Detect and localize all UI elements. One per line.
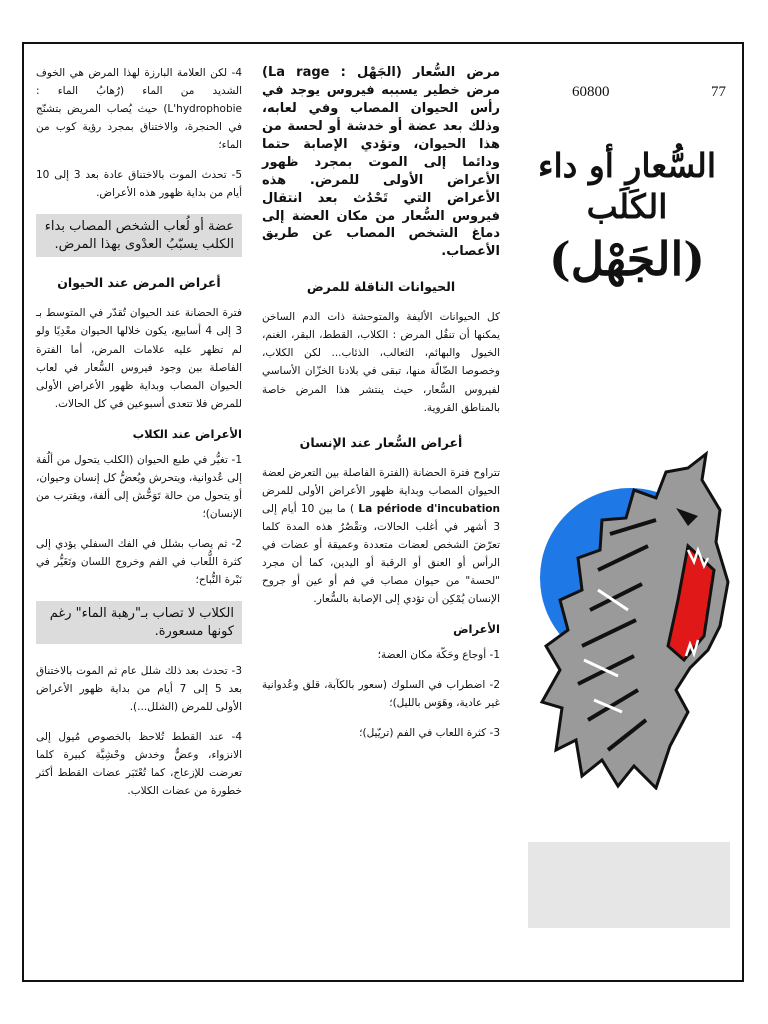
transmitting-animals-heading: الحيوانات الناقلة للمرض xyxy=(306,279,456,295)
symptoms-heading: الأعراض xyxy=(453,621,500,636)
title-line-2: (الجَهْل) xyxy=(548,231,706,286)
human-symptom-2: 2- اضطراب في السلوك (سعور بالكآبة، قلق وعُدوانية غير عادية، وهَوَس بالليل)؛ xyxy=(262,679,500,710)
intro-paragraph: مرض السُّعار (الجَهْل : La rage) مرض خطير يسببه فيروس يوجد في رأس الحيوان المصاب وفي لعابه، وذلك بعد عضة أو خدشة أو لحسة من هذا الحيوان، وتؤدي الإصابة حتما ودائما إلى الموت بمجرد ظهور الأعراض الأولى للمرض. هذه الأعراض التي تَحْدُث بعد انتقال فيروس السُّعار من مكان العضة إلى دماغ الشخص المصاب عن طريق الأعصاب. xyxy=(262,65,500,260)
middle-column xyxy=(262,64,500,754)
incubation-term: La période d'incubation xyxy=(358,502,500,515)
transmitting-animals-text: كل الحيوانات الأليفة والمتوحشة ذات الدم الساخن يمكنها أن تنقُل المرض : الكلاب، القطط، البقر، الغنم، الخيول والبهائم، الثعالب، الذئاب... لكن الكلاب، وخصوصا الضّالّة منها، تبقى في بلادنا الخزّان الأساسي لفيروس السُّعار، حيث ينتشر هذا المرض خاصة بالمناطق القروية. xyxy=(262,311,500,414)
dog-symptom-3: 3- تحدث بعد ذلك شلل عام ثم الموت بالاختناق بعد 5 إلى 7 أيام من بداية ظهور الأعراض الأولى للمرض (الشلل...). xyxy=(36,665,243,714)
document-code: 60800 xyxy=(572,84,610,100)
human-symptoms-heading: أعراض السُّعار عند الإنسان xyxy=(299,434,463,450)
page-number: 77 xyxy=(711,84,726,100)
human-symptom-1: 1- أوجاع وحَكّة مكان العضة؛ xyxy=(377,648,500,661)
human-text-part-b: ) ما بين 10 أيام إلى 3 أشهر في أغلب الحالات، وتقْصُرُ هذه المدة كلما تعرّضَ الشخص لعضات متعددة وعميقة أو عضات في الرأس أو العنق أو الرقبة أو اليدين، كما أن مجرد "لحسة" من حيوان مصاب في فم أو عين أو جروح الإنسان يُمْكِن أن تؤدي إلى الإصابة بالسُّعار. xyxy=(262,502,500,605)
dog-symptoms-heading: الأعراض عند الكلاب xyxy=(132,426,242,441)
cover-panel xyxy=(522,64,732,287)
human-symptoms-text xyxy=(262,464,500,608)
symptom-4-hydrophobia: 4- لكن العلامة البارزة لهذا المرض هي الخوف الشديد من الماء (رُهابُ الماء : L'hydrophobie) حيث يُصاب المريض بتشنّج في الحنجرة، والاختناق بمجرد رؤية كوب من الماء؛ xyxy=(36,67,242,152)
symptom-5-death: 5- تحدث الموت بالاختناق عادة بعد 3 إلى 10 أيام من بداية ظهور هذه الأعراض. xyxy=(36,169,242,200)
warning-box-dogs: الكلاب لا تصاب بـ"رهبة الماء" رغم كونها مسعورة. xyxy=(36,601,242,644)
blank-gray-box xyxy=(528,842,730,928)
warning-box-saliva: عضة أو لُعاب الشخص المصاب بداء الكلب يسبّبُ العدْوى بهذا المرض. xyxy=(36,214,242,257)
dog-symptom-1: 1- تغيُّر في طبع الحيوان (الكلب يتحول من ألُفة إلى عُدوانية، ويتحرش ويُعضُّ كل إنسان وحيوان، أو يتحول من حالة تَوَحُّش إلى ألفة، ويقترب من الإنسان)؛ xyxy=(36,453,242,520)
animal-symptoms-heading: أعراض المرض عند الحيوان xyxy=(57,275,221,291)
title-line-1: السُّعار أو داء الكَلَب xyxy=(537,146,717,227)
human-text-part-a: تتراوح فترة الحضانة (الفترة الفاصلة بين التعرض لعضة الحيوان المصاب وبداية ظهور الأعراض الأولى للمرض xyxy=(262,466,500,497)
cat-symptom-4: 4- عند القطط تُلاحظ بالخصوص مُيول إلى الانزواء، وعضٌّ وخدش وحْشِيَّة كبيرة كلما تعرضت للإزعاج، كما تُعْتَبَر عضات القطط أكثر خطورة من عضات الكلاب. xyxy=(36,731,242,798)
left-column xyxy=(36,64,242,812)
document-numbers xyxy=(522,64,732,101)
dog-symptom-2: 2- ثم يصاب بشلل في الفك السفلي يؤدي إلى كثرة اللُّعاب في الفم وخروج اللسان وتَغَيُّر في نَبْرة النُّباح؛ xyxy=(36,537,242,586)
human-symptom-3: 3- كثرة اللعاب في الفم (تريّيل)؛ xyxy=(359,727,500,740)
rabid-wolf-illustration xyxy=(538,450,738,790)
animal-symptoms-text: فترة الحضانة عند الحيوان تُقدّر في المتوسط بـ 3 إلى 4 أسابيع، يكون خلالها الحيوان معْدِيًا ولو لم تظهر عليه علامات المرض، أما الفترة الفاصلة بين وجود فيروس السُّعار في لعاب الحيوان المصاب وبداية ظهور الأعراض الأولى للمرض فلا تتعدى أسبوعين في كل الحالات. xyxy=(36,307,243,410)
